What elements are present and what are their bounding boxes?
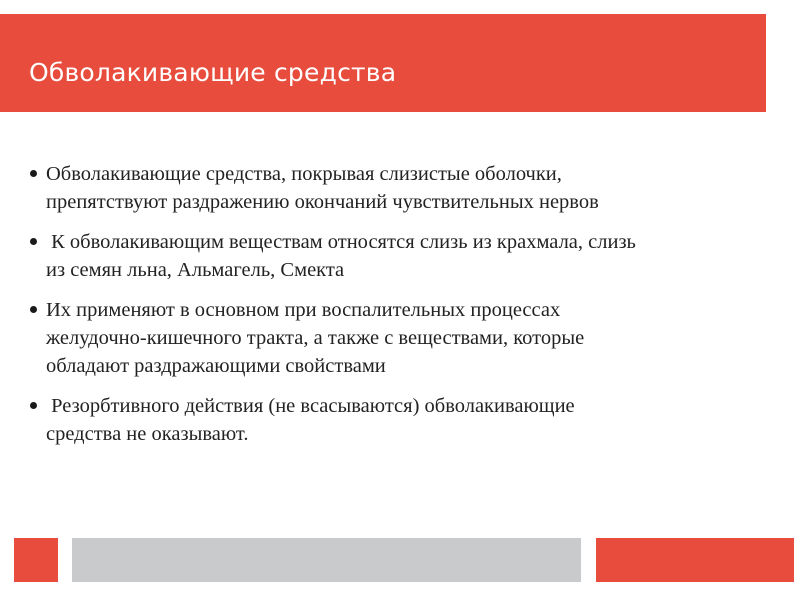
bullet-dot-icon xyxy=(30,306,37,313)
bullet-item-1 xyxy=(30,160,760,216)
bullet-item-2 xyxy=(30,228,760,284)
footer-gray-bar xyxy=(72,538,581,582)
bullet-item-3 xyxy=(30,296,760,380)
bullet-text: Их применяют в основном при воспалительных процессах желудочно-кишечного тракта, а также с веществами, которые обладают раздражающими свойствами xyxy=(46,299,585,377)
footer-accent-bar xyxy=(596,538,794,582)
footer-accent-square xyxy=(14,538,58,582)
bullet-dot-icon xyxy=(30,170,37,177)
bullet-item-4 xyxy=(30,392,760,448)
bullet-list xyxy=(30,160,760,460)
bullet-dot-icon xyxy=(30,402,37,409)
bullet-text: Обволакивающие средства, покрывая слизистые оболочки, препятствуют раздражению окончаний чувствительных нервов xyxy=(46,163,599,213)
bullet-text: Резорбтивного действия (не всасываются) обволакивающие средства не оказывают. xyxy=(46,395,575,445)
bullet-dot-icon xyxy=(30,238,37,245)
bullet-text: К обволакивающим веществам относятся слизь из крахмала, слизь из семян льна, Альмагель, Смекта xyxy=(46,231,636,281)
slide-title: Обволакивающие средства xyxy=(29,58,397,87)
